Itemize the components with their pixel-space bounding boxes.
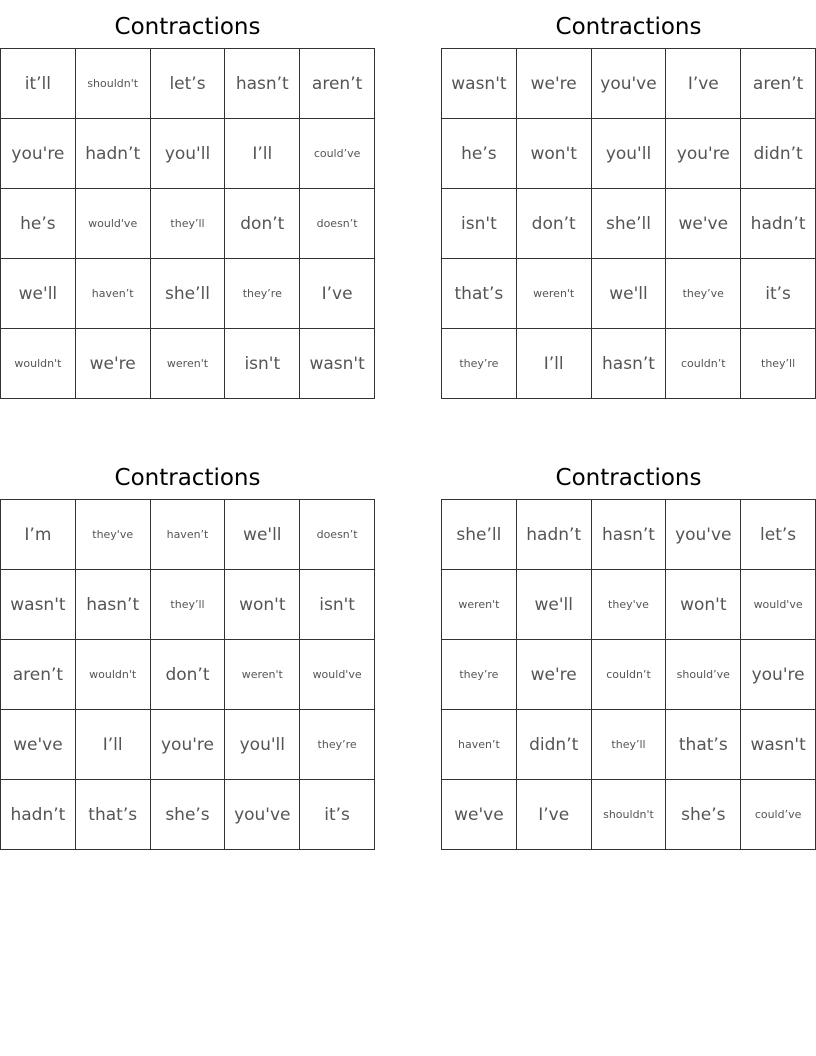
word-cell: shouldn't xyxy=(592,780,667,850)
word-cell: we've xyxy=(442,780,517,850)
word-cell: wasn't xyxy=(741,710,816,780)
card-title: Contractions xyxy=(555,465,702,491)
word-cell: could’ve xyxy=(741,780,816,850)
word-cell: it’s xyxy=(741,259,816,329)
word-cell: couldn’t xyxy=(592,640,667,710)
word-cell: they've xyxy=(592,570,667,640)
word-cell: that’s xyxy=(76,780,151,850)
word-cell: doesn’t xyxy=(300,189,375,259)
word-cell: don’t xyxy=(517,189,592,259)
word-cell: haven’t xyxy=(151,500,226,570)
word-cell: I’ve xyxy=(666,49,741,119)
word-cell: weren't xyxy=(517,259,592,329)
word-cell: wouldn't xyxy=(76,640,151,710)
word-cell: wouldn't xyxy=(1,329,76,399)
word-cell: that’s xyxy=(666,710,741,780)
word-cell: weren't xyxy=(151,329,226,399)
word-cell: you've xyxy=(592,49,667,119)
word-cell: would've xyxy=(300,640,375,710)
word-cell: we'll xyxy=(1,259,76,329)
word-cell: you're xyxy=(741,640,816,710)
word-cell: he’s xyxy=(1,189,76,259)
word-cell: I’ll xyxy=(225,119,300,189)
word-cell: they’ll xyxy=(592,710,667,780)
word-cell: she’s xyxy=(666,780,741,850)
word-cell: aren’t xyxy=(300,49,375,119)
word-cell: he’s xyxy=(442,119,517,189)
word-cell: it’ll xyxy=(1,49,76,119)
word-cell: would've xyxy=(76,189,151,259)
word-grid xyxy=(0,48,375,399)
word-cell: she’s xyxy=(151,780,226,850)
word-cell: you're xyxy=(666,119,741,189)
word-cell: they’ll xyxy=(741,329,816,399)
word-cell: let’s xyxy=(151,49,226,119)
word-cell: would've xyxy=(741,570,816,640)
word-cell: let’s xyxy=(741,500,816,570)
word-cell: she’ll xyxy=(442,500,517,570)
word-cell: it’s xyxy=(300,780,375,850)
word-cell: you'll xyxy=(151,119,226,189)
word-cell: I’ll xyxy=(76,710,151,780)
word-cell: she’ll xyxy=(592,189,667,259)
word-cell: I’m xyxy=(1,500,76,570)
word-cell: they’re xyxy=(300,710,375,780)
word-cell: wasn't xyxy=(442,49,517,119)
word-cell: wasn't xyxy=(1,570,76,640)
word-cell: aren’t xyxy=(741,49,816,119)
word-cell: they’ll xyxy=(151,570,226,640)
word-cell: haven’t xyxy=(76,259,151,329)
word-cell: you'll xyxy=(225,710,300,780)
word-cell: hadn’t xyxy=(1,780,76,850)
word-cell: they’ll xyxy=(151,189,226,259)
word-cell: we've xyxy=(666,189,741,259)
word-cell: don’t xyxy=(151,640,226,710)
word-cell: they’re xyxy=(442,329,517,399)
word-cell: we'll xyxy=(517,570,592,640)
word-cell: I’ve xyxy=(300,259,375,329)
word-cell: won't xyxy=(517,119,592,189)
word-grid xyxy=(441,48,816,399)
word-cell: they’re xyxy=(225,259,300,329)
word-cell: we'll xyxy=(592,259,667,329)
word-cell: you're xyxy=(151,710,226,780)
word-cell: you've xyxy=(225,780,300,850)
word-cell: I’ve xyxy=(517,780,592,850)
word-cell: hadn’t xyxy=(517,500,592,570)
word-cell: doesn’t xyxy=(300,500,375,570)
word-cell: couldn’t xyxy=(666,329,741,399)
word-cell: you're xyxy=(1,119,76,189)
word-cell: shouldn't xyxy=(76,49,151,119)
word-cell: they’ve xyxy=(666,259,741,329)
word-cell: weren't xyxy=(225,640,300,710)
word-cell: we'll xyxy=(225,500,300,570)
word-cell: you've xyxy=(666,500,741,570)
word-cell: we're xyxy=(76,329,151,399)
word-cell: hasn’t xyxy=(592,500,667,570)
card-title: Contractions xyxy=(114,14,261,40)
word-cell: didn’t xyxy=(517,710,592,780)
word-cell: you'll xyxy=(592,119,667,189)
word-cell: isn't xyxy=(300,570,375,640)
word-cell: we're xyxy=(517,49,592,119)
word-cell: I’ll xyxy=(517,329,592,399)
card-title: Contractions xyxy=(114,465,261,491)
word-cell: wasn't xyxy=(300,329,375,399)
word-cell: hasn’t xyxy=(225,49,300,119)
word-cell: hasn’t xyxy=(592,329,667,399)
word-cell: should’ve xyxy=(666,640,741,710)
word-cell: won't xyxy=(225,570,300,640)
word-cell: they’re xyxy=(442,640,517,710)
card-title: Contractions xyxy=(555,14,702,40)
word-cell: isn't xyxy=(225,329,300,399)
word-cell: we're xyxy=(517,640,592,710)
word-cell: hadn’t xyxy=(741,189,816,259)
word-cell: hasn’t xyxy=(76,570,151,640)
word-cell: don’t xyxy=(225,189,300,259)
word-cell: haven’t xyxy=(442,710,517,780)
word-grid xyxy=(441,499,816,850)
word-grid xyxy=(0,499,375,850)
word-cell: didn’t xyxy=(741,119,816,189)
word-cell: we've xyxy=(1,710,76,780)
word-cell: aren’t xyxy=(1,640,76,710)
word-cell: that’s xyxy=(442,259,517,329)
word-cell: hadn’t xyxy=(76,119,151,189)
word-cell: she’ll xyxy=(151,259,226,329)
word-cell: weren't xyxy=(442,570,517,640)
word-cell: they've xyxy=(76,500,151,570)
word-cell: won't xyxy=(666,570,741,640)
word-cell: could’ve xyxy=(300,119,375,189)
word-cell: isn't xyxy=(442,189,517,259)
